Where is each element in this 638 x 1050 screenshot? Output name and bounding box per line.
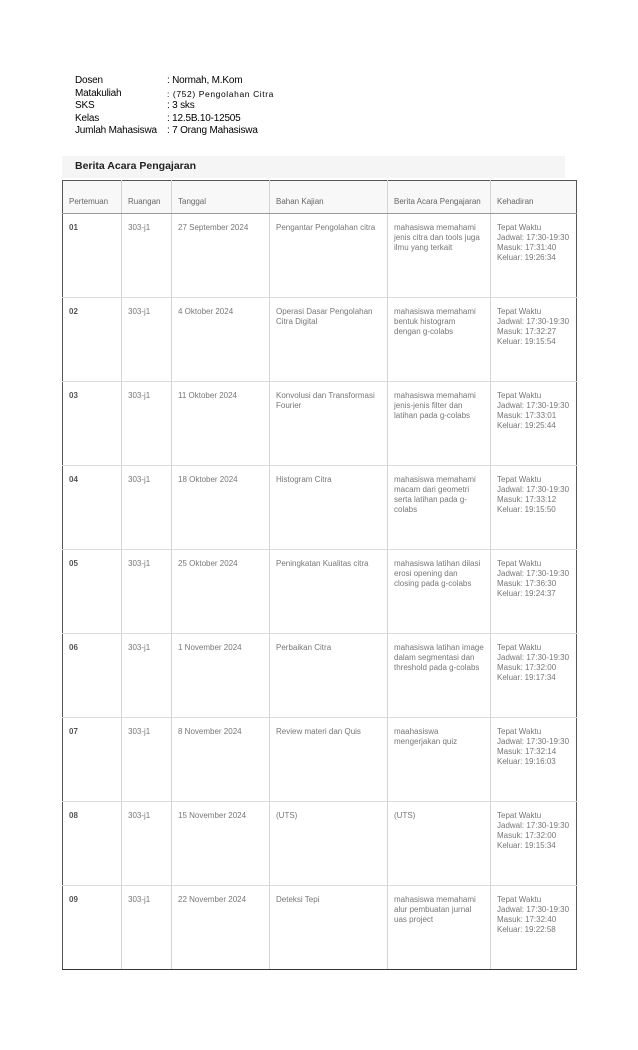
table-row [63, 550, 577, 634]
dosen-value: : Normah, M.Kom [167, 75, 243, 86]
cell-kehadiran: Tepat Waktu Jadwal: 17:30-19:30 Masuk: 17:36:30 Keluar: 19:24:37 [491, 550, 577, 634]
table-row [63, 886, 577, 970]
header-pertemuan: Pertemuan [63, 181, 122, 214]
jumlah-value: : 7 Orang Mahasiswa [167, 125, 258, 136]
cell-ruangan: 303-j1 [122, 634, 172, 718]
attendance-table [62, 180, 577, 970]
header-tanggal: Tanggal [172, 181, 270, 214]
cell-ruangan: 303-j1 [122, 382, 172, 466]
cell-berita-acara: (UTS) [388, 802, 491, 886]
cell-ruangan: 303-j1 [122, 718, 172, 802]
cell-pertemuan: 02 [63, 298, 122, 382]
cell-pertemuan: 03 [63, 382, 122, 466]
cell-kehadiran: Tepat Waktu Jadwal: 17:30-19:30 Masuk: 17:32:14 Keluar: 19:16:03 [491, 718, 577, 802]
cell-bahan-kajian: Histogram Citra [270, 466, 388, 550]
header-kehadiran: Kehadiran [491, 181, 577, 214]
table-header-row [63, 181, 577, 214]
cell-berita-acara: mahasiswa memahami alur pembuatan jurnal uas project [388, 886, 491, 970]
cell-kehadiran: Tepat Waktu Jadwal: 17:30-19:30 Masuk: 17:32:40 Keluar: 19:22:58 [491, 886, 577, 970]
header-berita-acara: Berita Acara Pengajaran [388, 181, 491, 214]
cell-tanggal: 22 November 2024 [172, 886, 270, 970]
matakuliah-label: Matakuliah [75, 87, 122, 99]
cell-pertemuan: 04 [63, 466, 122, 550]
cell-pertemuan: 09 [63, 886, 122, 970]
cell-ruangan: 303-j1 [122, 886, 172, 970]
cell-tanggal: 18 Oktober 2024 [172, 466, 270, 550]
cell-ruangan: 303-j1 [122, 550, 172, 634]
cell-bahan-kajian: Peningkatan Kualitas citra [270, 550, 388, 634]
table-row [63, 382, 577, 466]
cell-ruangan: 303-j1 [122, 214, 172, 298]
cell-kehadiran: Tepat Waktu Jadwal: 17:30-19:30 Masuk: 17:32:27 Keluar: 19:15:54 [491, 298, 577, 382]
cell-kehadiran: Tepat Waktu Jadwal: 17:30-19:30 Masuk: 17:32:00 Keluar: 19:17:34 [491, 634, 577, 718]
sks-row [75, 100, 274, 113]
cell-kehadiran: Tepat Waktu Jadwal: 17:30-19:30 Masuk: 17:33:01 Keluar: 19:25:44 [491, 382, 577, 466]
jumlah-label: Jumlah Mahasiswa [75, 125, 157, 136]
header-bahan-kajian: Bahan Kajian [270, 181, 388, 214]
table-row [63, 214, 577, 298]
cell-berita-acara: maahasiswa mengerjakan quiz [388, 718, 491, 802]
course-info [75, 75, 274, 138]
cell-tanggal: 8 November 2024 [172, 718, 270, 802]
cell-berita-acara: mahasiswa memahami bentuk histogram dengan g-colabs [388, 298, 491, 382]
cell-bahan-kajian: Operasi Dasar Pengolahan Citra Digital [270, 298, 388, 382]
cell-berita-acara: mahasiswa memahami macam dari geometri serta latihan pada g-colabs [388, 466, 491, 550]
cell-tanggal: 15 November 2024 [172, 802, 270, 886]
cell-tanggal: 25 Oktober 2024 [172, 550, 270, 634]
cell-tanggal: 27 September 2024 [172, 214, 270, 298]
cell-ruangan: 303-j1 [122, 802, 172, 886]
table-row [63, 298, 577, 382]
cell-pertemuan: 05 [63, 550, 122, 634]
cell-ruangan: 303-j1 [122, 298, 172, 382]
section-title: Berita Acara Pengajaran [75, 160, 197, 172]
kelas-row [75, 113, 274, 126]
cell-bahan-kajian: Review materi dan Quis [270, 718, 388, 802]
header-ruangan: Ruangan [122, 181, 172, 214]
table-row [63, 802, 577, 886]
cell-berita-acara: mahasiswa memahami jenis citra dan tools juga ilmu yang terkait [388, 214, 491, 298]
sks-value: : 3 sks [167, 100, 195, 111]
jumlah-row [75, 125, 274, 138]
cell-tanggal: 4 Oktober 2024 [172, 298, 270, 382]
cell-berita-acara: mahasiswa latihan image dalam segmentasi dan threshold pada g-colabs [388, 634, 491, 718]
cell-bahan-kajian: Konvolusi dan Transformasi Fourier [270, 382, 388, 466]
table-row [63, 466, 577, 550]
cell-berita-acara: mahasiswa latihan dilasi erosi opening dan closing pada g-colabs [388, 550, 491, 634]
cell-tanggal: 1 November 2024 [172, 634, 270, 718]
dosen-label: Dosen [75, 75, 103, 86]
cell-ruangan: 303-j1 [122, 466, 172, 550]
cell-tanggal: 11 Oktober 2024 [172, 382, 270, 466]
cell-bahan-kajian: Pengantar Pengolahan citra [270, 214, 388, 298]
section-header [62, 156, 565, 178]
table-row [63, 718, 577, 802]
cell-kehadiran: Tepat Waktu Jadwal: 17:30-19:30 Masuk: 17:31:40 Keluar: 19:26:34 [491, 214, 577, 298]
kelas-label: Kelas [75, 112, 100, 124]
cell-bahan-kajian: (UTS) [270, 802, 388, 886]
cell-kehadiran: Tepat Waktu Jadwal: 17:30-19:30 Masuk: 17:33:12 Keluar: 19:15:50 [491, 466, 577, 550]
matakuliah-value: : (752) Pengolahan Citra [167, 88, 275, 99]
cell-berita-acara: mahasiswa memahami jenis-jenis filter dan latihan pada g-colabs [388, 382, 491, 466]
cell-pertemuan: 06 [63, 634, 122, 718]
dosen-row [75, 75, 274, 88]
cell-pertemuan: 08 [63, 802, 122, 886]
sks-label: SKS [75, 100, 95, 111]
cell-pertemuan: 01 [63, 214, 122, 298]
cell-pertemuan: 07 [63, 718, 122, 802]
cell-kehadiran: Tepat Waktu Jadwal: 17:30-19:30 Masuk: 17:32:00 Keluar: 19:15:34 [491, 802, 577, 886]
cell-bahan-kajian: Perbaikan Citra [270, 634, 388, 718]
kelas-value: : 12.5B.10-12505 [167, 112, 241, 124]
matakuliah-row [75, 88, 274, 101]
table-row [63, 634, 577, 718]
cell-bahan-kajian: Deteksi Tepi [270, 886, 388, 970]
